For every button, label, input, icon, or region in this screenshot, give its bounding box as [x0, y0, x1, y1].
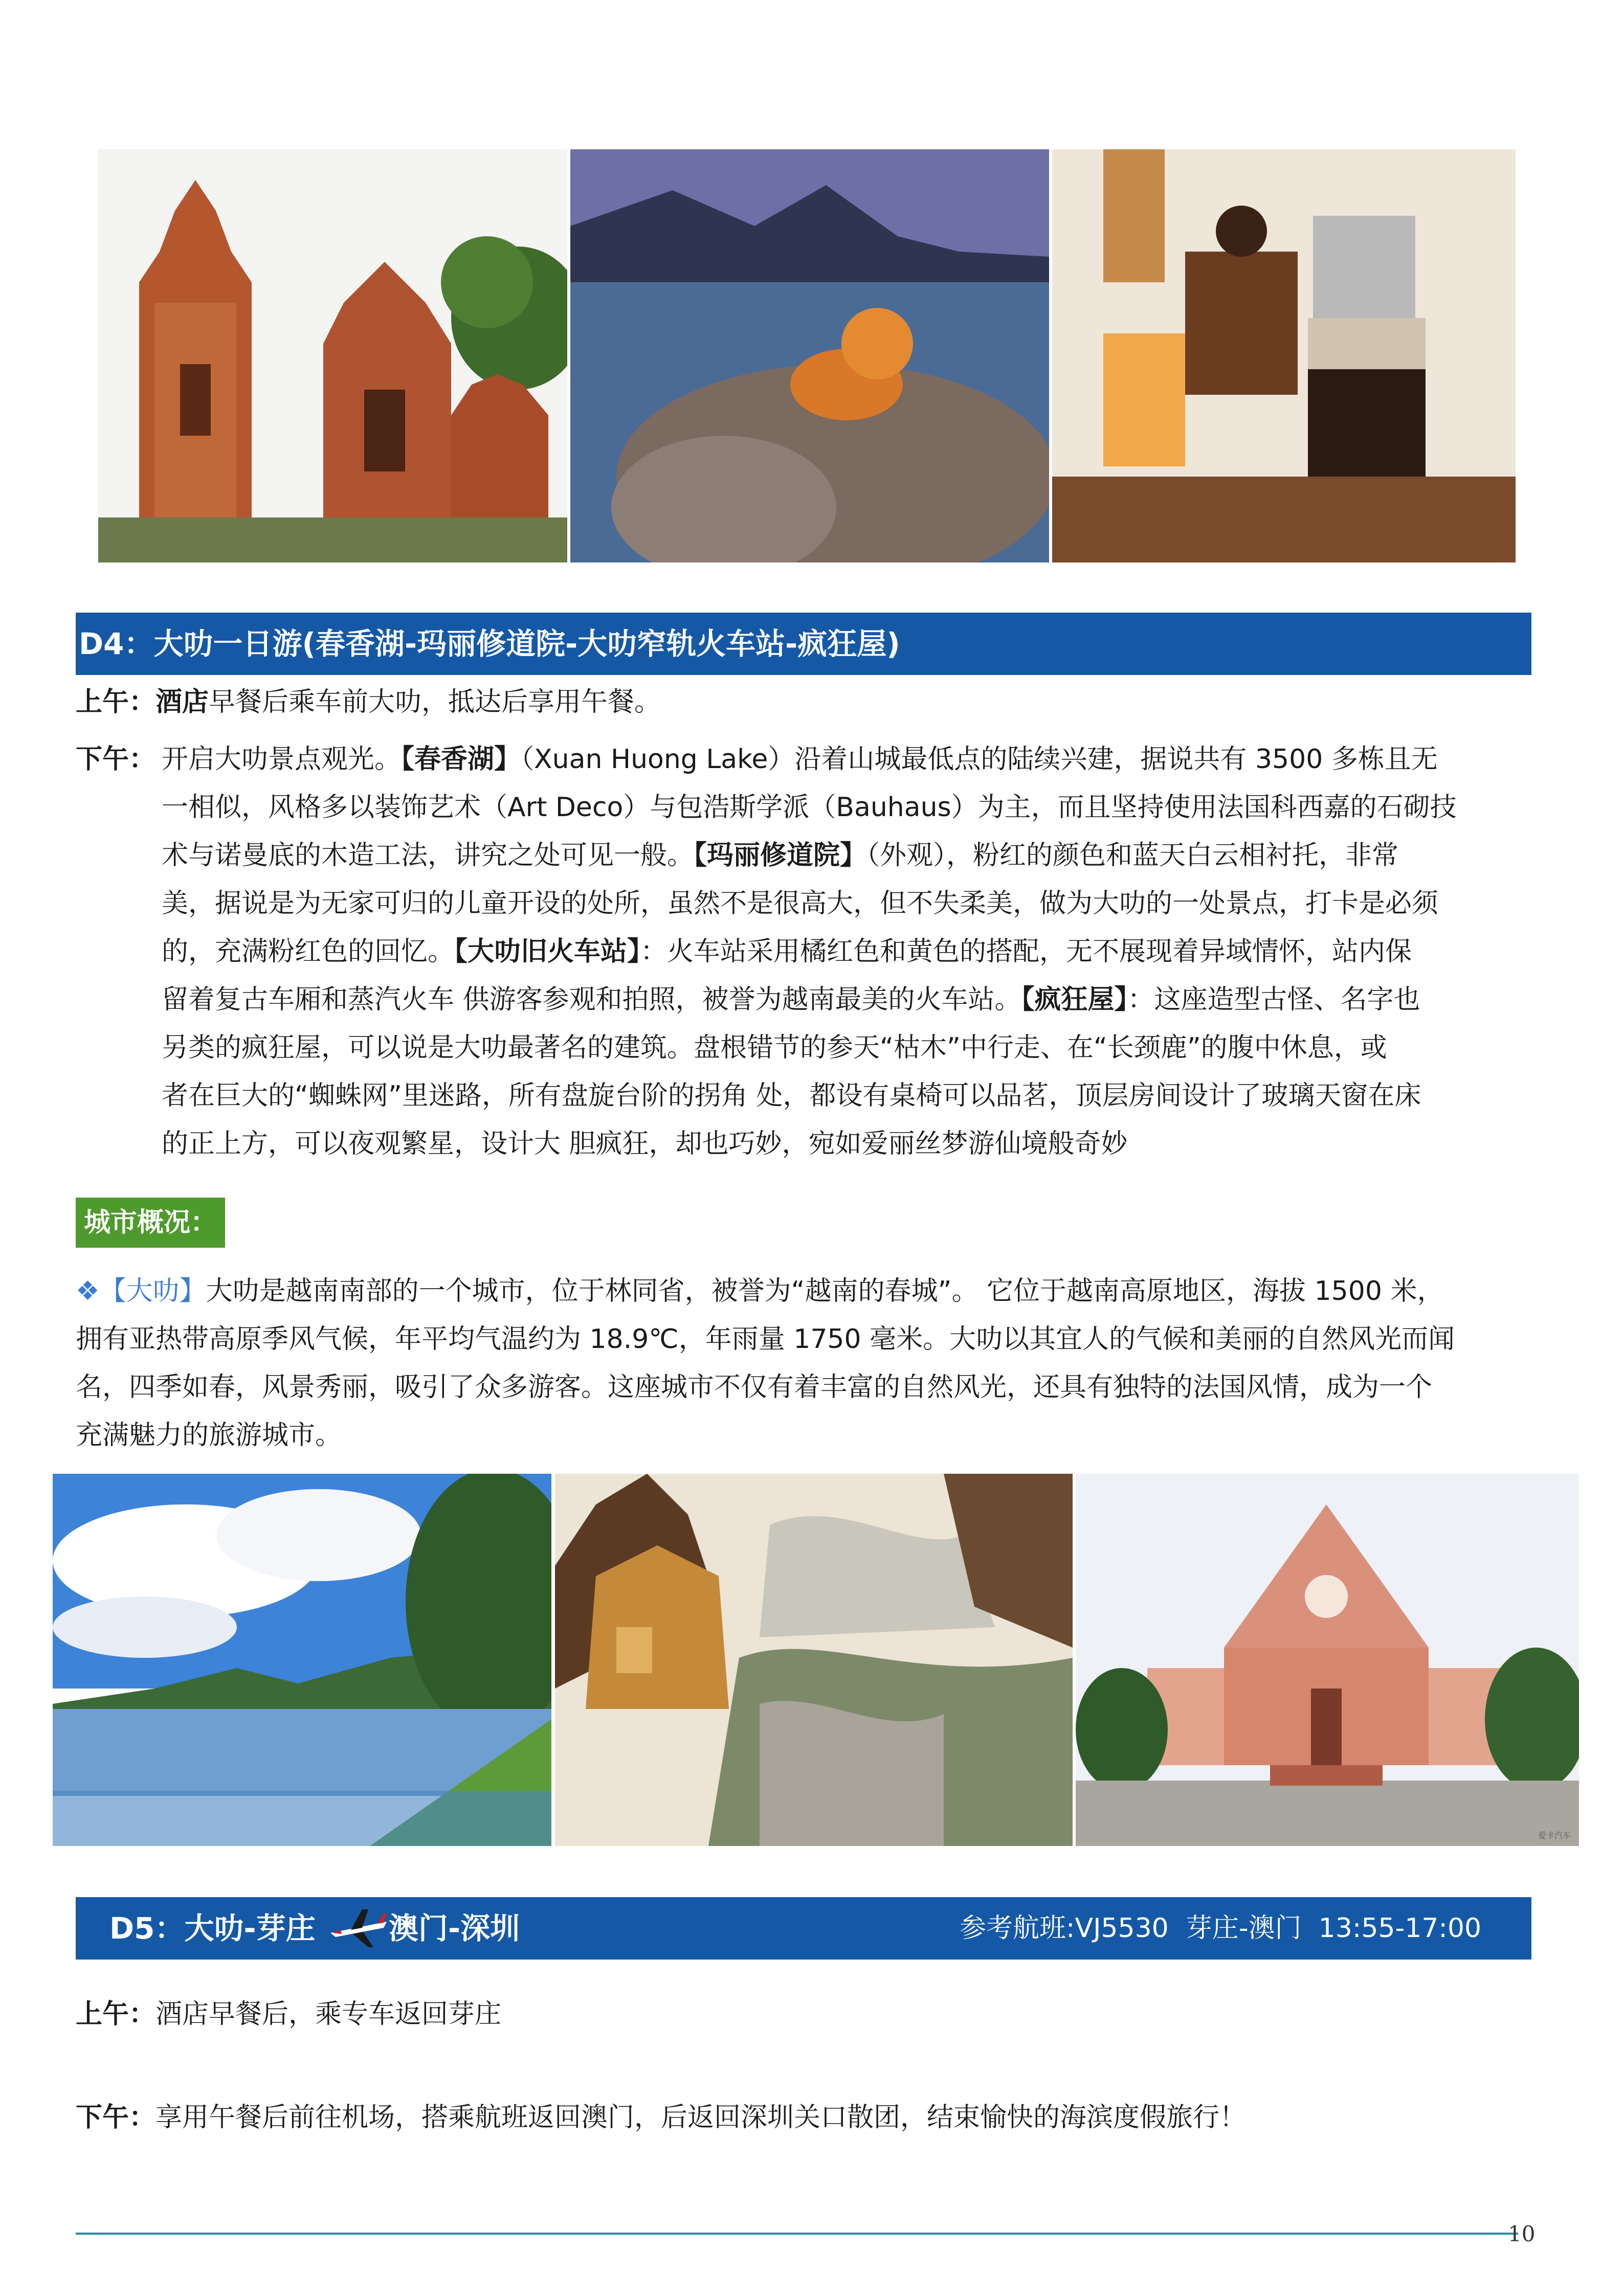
- photo-nha-trang-coast: [570, 149, 1049, 562]
- day5-title-b: 澳门-深圳: [389, 1911, 520, 1946]
- day4-line: [162, 783, 1457, 831]
- line-text: 开启大叻景点观光。: [162, 744, 402, 775]
- city-line: [76, 1363, 1455, 1411]
- afternoon-label: 下午：: [76, 744, 156, 775]
- day4-morning: [76, 678, 661, 726]
- city-line: [76, 1411, 1455, 1459]
- attraction-name: 【疯狂屋】: [1021, 984, 1128, 1015]
- line-text: ：火车站采用橘红色和黄色的搭配，无不展现着异域情怀，站内保: [640, 936, 1412, 967]
- line-text: 留着复古车厢和蒸汽火车 供游客参观和拍照，被誉为越南最美的火车站。: [162, 984, 1021, 1015]
- city-line-text: 充满魅力的旅游城市。: [76, 1420, 342, 1451]
- day5-title-a: D5：大叻-芽庄: [109, 1911, 316, 1946]
- line-text: 术与诺曼底的木造工法，讲究之处可见一般。: [162, 840, 694, 871]
- attraction-name: 【春香湖】: [401, 744, 521, 775]
- diamond-bullet-icon: ❖: [76, 1276, 100, 1307]
- morning-text: 早餐后乘车前大叻，抵达后享用午餐。: [209, 687, 661, 717]
- day4-afternoon-text: [162, 735, 1457, 1168]
- day5-morning: 上午：酒店早餐后，乘专车返回芽庄: [76, 1999, 502, 2030]
- city-overview-tag: 城市概况：: [76, 1198, 225, 1248]
- day4-title-bar: [76, 613, 1531, 675]
- day5-title-bar: [76, 1897, 1531, 1960]
- city-line: [76, 1267, 1455, 1315]
- city-line-text: 拥有亚热带高原季风气候，年平均气温约为 18.9℃，年雨量 1750 毫米。大叻以其宜人的气候和美丽的自然风光而闻: [76, 1324, 1455, 1355]
- day4-line: [162, 976, 1457, 1024]
- line-text: 另类的疯狂屋，可以说是大叻最著名的建筑。盘根错节的参天“枯木”中行走、在“长颈鹿”的腹中休息，或: [162, 1032, 1387, 1063]
- day5-afternoon: 下午：享用午餐后前往机场，搭乘航班返回澳门，后返回深圳关口散团，结束愉快的海滨度假旅行！: [76, 2102, 1247, 2133]
- day4-line: [162, 1120, 1457, 1168]
- day4-line: [162, 735, 1457, 783]
- attraction-name: 【大叻旧火车站】: [454, 936, 641, 967]
- line-text: 美，据说是为无家可归的儿童开设的处所，虽然不是很高大，但不失柔美，做为大叻的一处景点，打卡是必须: [162, 888, 1439, 919]
- attraction-name: 【玛丽修道院】: [694, 840, 867, 871]
- morning-label: 上午：: [76, 687, 156, 717]
- line-text: 的正上方，可以夜观繁星，设计大 胆疯狂，却也巧妙，宛如爱丽丝梦游仙境般奇妙: [162, 1129, 1128, 1159]
- day4-title: D4：大叻一日游(春香湖-玛丽修道院-大叻窄轨火车站-疯狂屋): [79, 626, 900, 661]
- page-number: 10: [1508, 2221, 1536, 2246]
- city-name: 【大叻】: [99, 1276, 206, 1307]
- line-text: 者在巨大的“蜘蛛网”里迷路，所有盘旋台阶的拐角 处，都设有桌椅可以品茗，顶层房间设计了玻璃天窗在床: [162, 1081, 1421, 1111]
- day4-line: [162, 928, 1457, 976]
- city-line-text: 大叻是越南南部的一个城市，位于林同省，被誉为“越南的春城”。 它位于越南高原地区，海拔 1500 米，: [206, 1276, 1444, 1307]
- day4-line: [162, 1072, 1457, 1120]
- plane-icon: [330, 1907, 387, 1949]
- photo-watermark: 爱卡汽车: [1538, 1831, 1571, 1840]
- day4-line: [162, 880, 1457, 928]
- photo-vietnamese-coffee: [1052, 149, 1516, 562]
- day4-line: [162, 1024, 1457, 1072]
- photo-po-nagar-towers: [98, 149, 567, 562]
- footer-rule: [76, 2233, 1518, 2235]
- line-text: （Xuan Huong Lake）沿着山城最低点的陆续兴建，据说共有 3500 多栋且无: [521, 744, 1438, 775]
- photo-xuan-huong-lake: [53, 1474, 551, 1846]
- line-text: （外观），粉红的颜色和蓝天白云相衬托，非常: [866, 840, 1399, 871]
- line-text: ：这座造型古怪、名字也: [1127, 984, 1420, 1015]
- line-text: 的，充满粉红色的回忆。: [162, 936, 455, 967]
- city-line-text: 名，四季如春，风景秀丽，吸引了众多游客。这座城市不仅有着丰富的自然风光，还具有独特的法国风情，成为一个: [76, 1372, 1433, 1403]
- hotel-label: 酒店: [155, 687, 209, 717]
- photo-domaine-de-marie-church: [1076, 1474, 1579, 1846]
- photo-crazy-house: [555, 1474, 1073, 1846]
- flight-info: 参考航班:VJ5530 芽庄-澳门 13:55-17:00: [960, 1913, 1482, 1944]
- line-text: 一相似，风格多以装饰艺术（Art Deco）与包浩斯学派（Bauhaus）为主，而且坚持使用法国科西嘉的石砌技: [162, 792, 1457, 823]
- city-line: [76, 1315, 1455, 1363]
- day4-line: [162, 831, 1457, 880]
- city-overview-text: [76, 1267, 1455, 1459]
